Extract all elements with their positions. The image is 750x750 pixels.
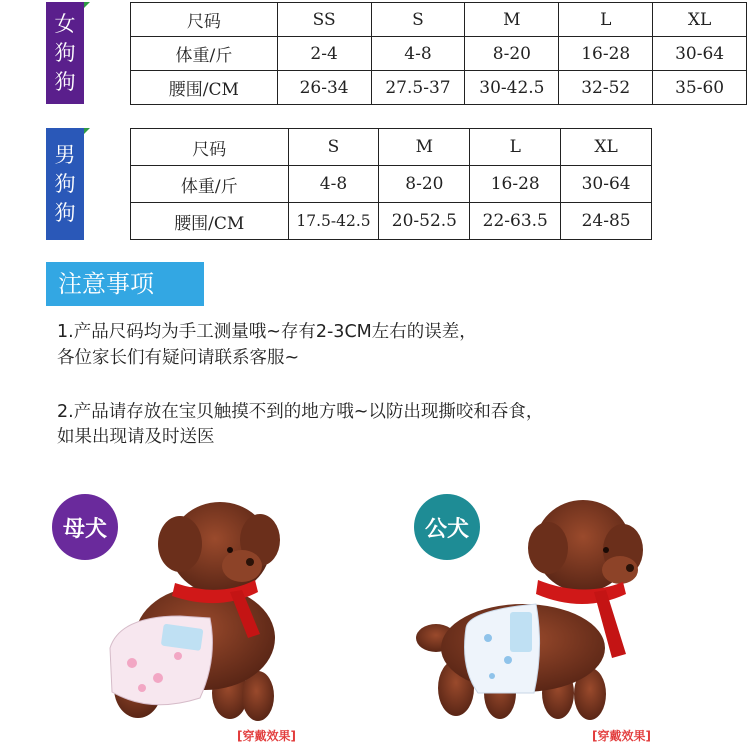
table-cell: 16-28 <box>559 37 653 71</box>
table-cell: 16-28 <box>470 166 561 203</box>
table-cell: 2-4 <box>277 37 371 71</box>
table-cell: XL <box>561 129 652 166</box>
row-header: 腰围/CM <box>131 203 289 240</box>
table-cell: 8-20 <box>379 166 470 203</box>
male-badge: 公犬 <box>414 494 480 560</box>
female-grid <box>130 2 747 105</box>
caption: [穿戴效果] <box>592 729 651 743</box>
table-cell: 24-85 <box>561 203 652 240</box>
table-cell: 35-60 <box>653 71 747 105</box>
female-size-table <box>46 2 725 104</box>
table-row <box>131 37 747 71</box>
table-cell: 4-8 <box>371 37 465 71</box>
table-cell: M <box>465 3 559 37</box>
corner-mark <box>84 2 90 8</box>
table-cell: 30-64 <box>653 37 747 71</box>
side-char: 狗 <box>54 69 76 94</box>
side-char: 男 <box>54 142 76 167</box>
table-cell: 22-63.5 <box>470 203 561 240</box>
table-row <box>131 71 747 105</box>
table-cell: 20-52.5 <box>379 203 470 240</box>
side-char: 狗 <box>54 200 76 225</box>
side-char: 女 <box>54 11 76 36</box>
corner-mark <box>84 128 90 134</box>
table-cell: 27.5-37 <box>371 71 465 105</box>
table-cell: 4-8 <box>288 166 379 203</box>
row-header: 腰围/CM <box>131 71 278 105</box>
table-cell: 30-64 <box>561 166 652 203</box>
caption: [穿戴效果] <box>237 729 296 743</box>
table-cell: S <box>371 3 465 37</box>
notice-title: 注意事项 <box>46 262 204 306</box>
table-cell: 26-34 <box>277 71 371 105</box>
row-header: 体重/斤 <box>131 166 289 203</box>
note-line: 如果出现请及时送医 <box>57 427 215 447</box>
female-side-label <box>46 2 84 104</box>
row-header: 体重/斤 <box>131 37 278 71</box>
table-cell: 17.5-42.5 <box>288 203 379 240</box>
note-line: 1.产品尺码均为手工测量哦~存有2-3CM左右的误差， <box>57 322 477 342</box>
table-cell: SS <box>277 3 371 37</box>
table-cell: L <box>470 129 561 166</box>
table-cell: M <box>379 129 470 166</box>
side-char: 狗 <box>54 171 76 196</box>
table-cell: S <box>288 129 379 166</box>
table-cell: 8-20 <box>465 37 559 71</box>
side-char: 狗 <box>54 40 76 65</box>
male-grid <box>130 128 652 240</box>
table-cell: 30-42.5 <box>465 71 559 105</box>
male-side-label <box>46 128 84 240</box>
table-row <box>131 129 652 166</box>
table-cell: 32-52 <box>559 71 653 105</box>
row-header: 尺码 <box>131 3 278 37</box>
table-row <box>131 3 747 37</box>
table-row <box>131 203 652 240</box>
note-line: 各位家长们有疑问请联系客服~ <box>57 348 300 368</box>
table-row <box>131 166 652 203</box>
table-cell: XL <box>653 3 747 37</box>
note-line: 2.产品请存放在宝贝触摸不到的地方哦~以防出现撕咬和吞食， <box>57 402 544 422</box>
row-header: 尺码 <box>131 129 289 166</box>
male-size-table <box>46 128 631 240</box>
table-cell: L <box>559 3 653 37</box>
female-badge: 母犬 <box>52 494 118 560</box>
